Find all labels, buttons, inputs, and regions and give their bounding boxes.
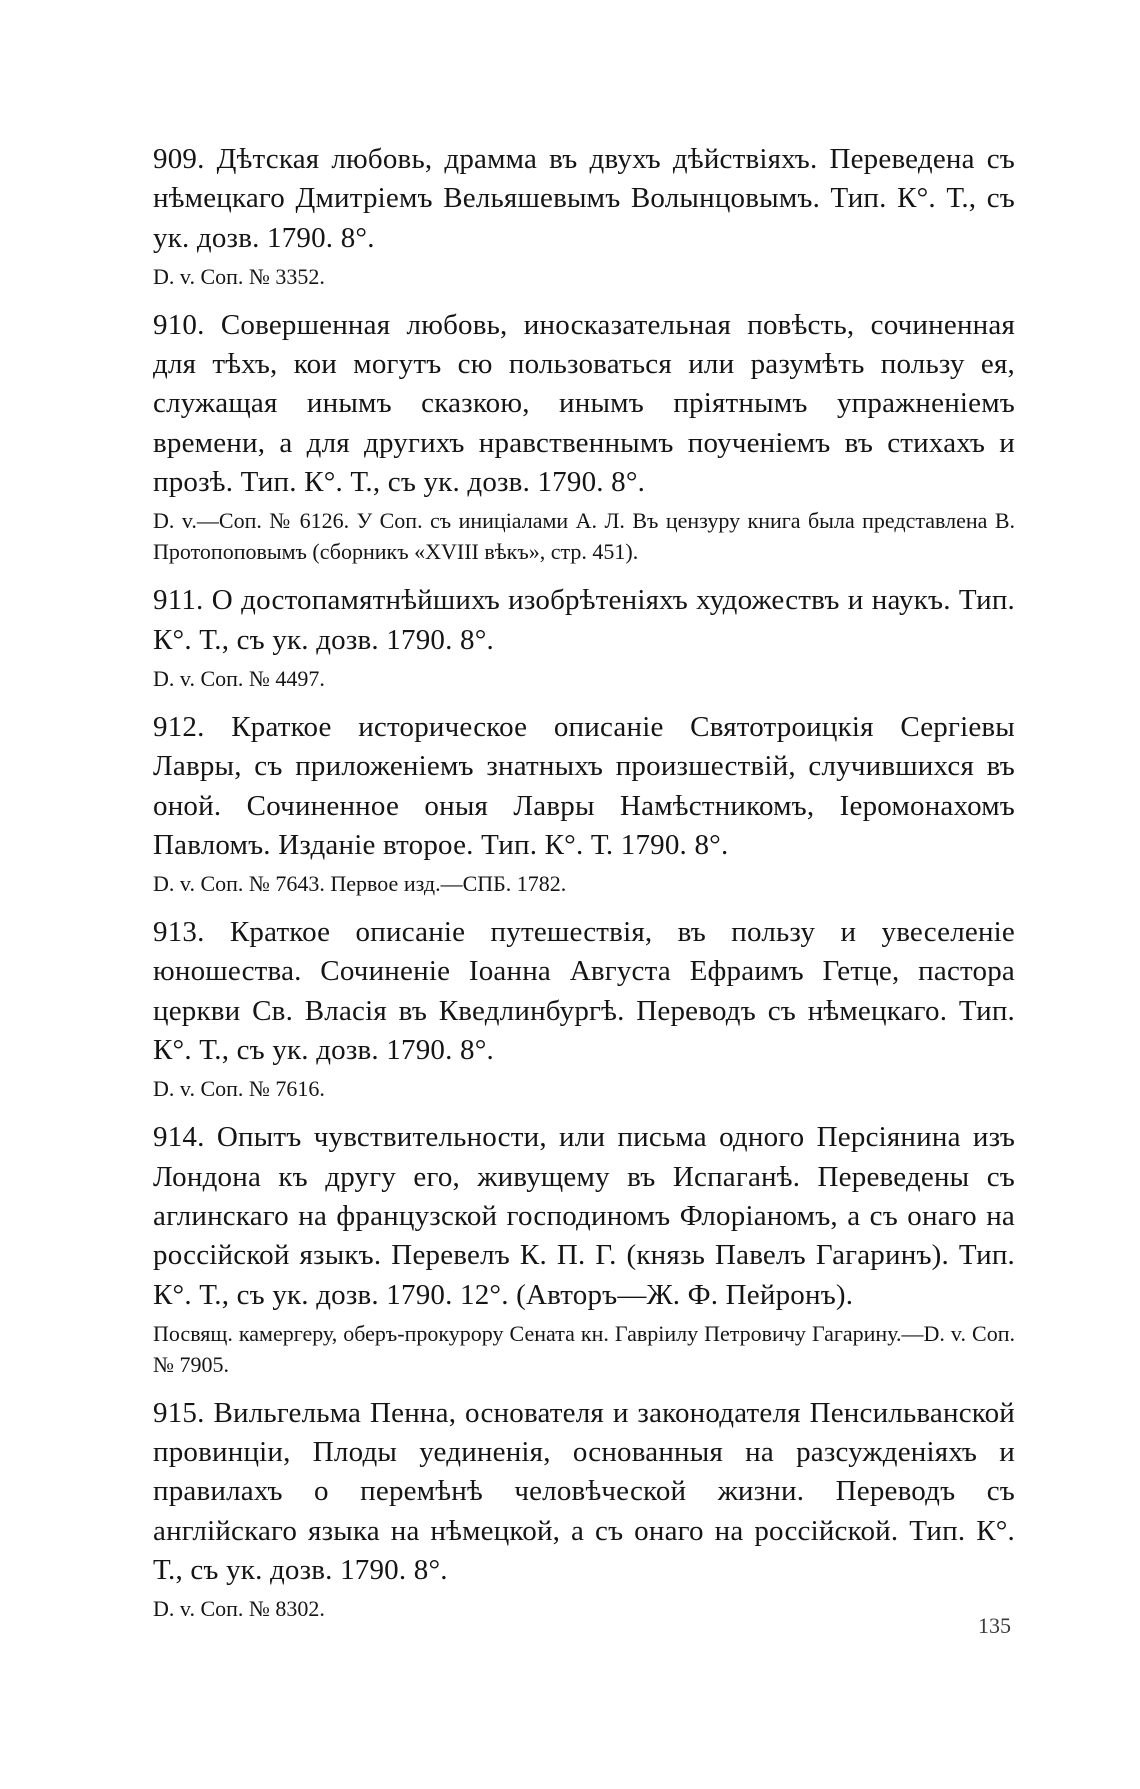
page-body [153, 140, 1015, 1638]
entry-910 [153, 306, 1015, 567]
entry-number: 914. [153, 1121, 205, 1154]
entry-description: О достопамятнѣйшихъ изобрѣтеніяхъ художествъ и наукъ. Тип. К°. Т., съ ук. дозв. 1790. 8°. [153, 584, 1015, 656]
entry-914 [153, 1118, 1015, 1379]
entry-description: Краткое историческое описаніе Святотроицкія Сергіевы Лавры, съ приложеніемъ знатныхъ произшествій, случившихся въ оной. Сочиненное оныя Лавры Намѣстникомъ, Іеромонахомъ Павломъ. Изданіе второе. Тип. К°. Т. 1790. 8°. [153, 710, 1015, 861]
entry-number: 911. [153, 584, 204, 617]
entry-number: 910. [153, 308, 205, 341]
entry-number: 915. [153, 1396, 205, 1429]
entry-914-note: Посвящ. камергеру, оберъ-прокурору Сената кн. Гавріилу Петровичу Гагарину.—D. v. Соп. № 7905. [153, 1320, 1015, 1377]
page-number: 135 [978, 1613, 1011, 1638]
entry-913-note: D. v. Соп. № 7616. [153, 1076, 325, 1102]
entry-910-text [153, 306, 1015, 502]
entry-912-text [153, 708, 1015, 865]
entry-911-text [153, 581, 1015, 660]
entry-909-text [153, 140, 1015, 258]
entry-914-text [153, 1118, 1015, 1314]
entry-913 [153, 913, 1015, 1104]
entry-912-note: D. v. Соп. № 7643. Первое изд.—СПБ. 1782. [153, 871, 567, 897]
entry-911 [153, 581, 1015, 694]
entry-description: Совершенная любовь, иносказательная повѣсть, сочиненная для тѣхъ, кои могутъ сю пользоваться или разумѣть пользу ея, служащая инымъ сказкою, инымъ пріятнымъ упражненіемъ времени, а для другихъ нравственнымъ поученіемъ въ стихахъ и прозѣ. Тип. К°. Т., съ ук. дозв. 1790. 8°. [153, 308, 1015, 499]
entry-description: Вильгельма Пенна, основателя и законодателя Пенсильванской провинціи, Плоды уединенія, основанныя на разсужденіяхъ и правилахъ о перемѣнѣ человѣческой жизни. Переводъ съ англійскаго языка на нѣмецкой, а съ онаго на россійской. Тип. К°. Т., съ ук. дозв. 1790. 8°. [153, 1396, 1016, 1587]
entry-910-note: D. v.—Соп. № 6126. У Соп. съ иниціалами А. Л. Въ цензуру книга была представлена В. Протопоповымъ (сборникъ «XVIII вѣкъ», стр. 451). [153, 508, 1015, 565]
entry-number: 909. [153, 143, 205, 175]
entry-description: Краткое описаніе путешествія, въ пользу и увеселеніе юношества. Сочиненіе Іоанна Августа Ефраимъ Гетце, пастора церкви Св. Власія въ Кведлинбургѣ. Переводъ съ нѣмецкаго. Тип. К°. Т., съ ук. дозв. 1790. 8°. [153, 916, 1015, 1067]
entry-913-text [153, 913, 1015, 1070]
entry-912 [153, 708, 1015, 899]
entry-915 [153, 1394, 1015, 1624]
entry-description: Дѣтская любовь, драмма въ двухъ дѣйствіяхъ. Переведена съ нѣмецкаго Дмитріемъ Вельяшевымъ Волынцовымъ. Тип. К°. Т., съ ук. дозв. 1790. 8°. [153, 143, 1016, 254]
entry-915-text [153, 1394, 1015, 1590]
entry-description: Опытъ чувствительности, или письма одного Персіянина изъ Лондона къ другу его, живущему въ Испаганѣ. Переведены съ аглинскаго на французской господиномъ Флоріаномъ, а съ онаго на россійской языкъ. Перевелъ К. П. Г. (князь Павелъ Гагаринъ). Тип. К°. Т., съ ук. дозв. 1790. 12°. (Авторъ—Ж. Ф. Пейронъ). [153, 1121, 1016, 1311]
entry-909-note: D. v. Соп. № 3352. [153, 263, 325, 289]
entry-911-note: D. v. Соп. № 4497. [153, 665, 325, 691]
entry-915-note: D. v. Соп. № 8302. [153, 1596, 325, 1622]
entry-909 [153, 140, 1015, 292]
entry-number: 913. [153, 916, 205, 949]
entry-number: 912. [153, 710, 205, 743]
